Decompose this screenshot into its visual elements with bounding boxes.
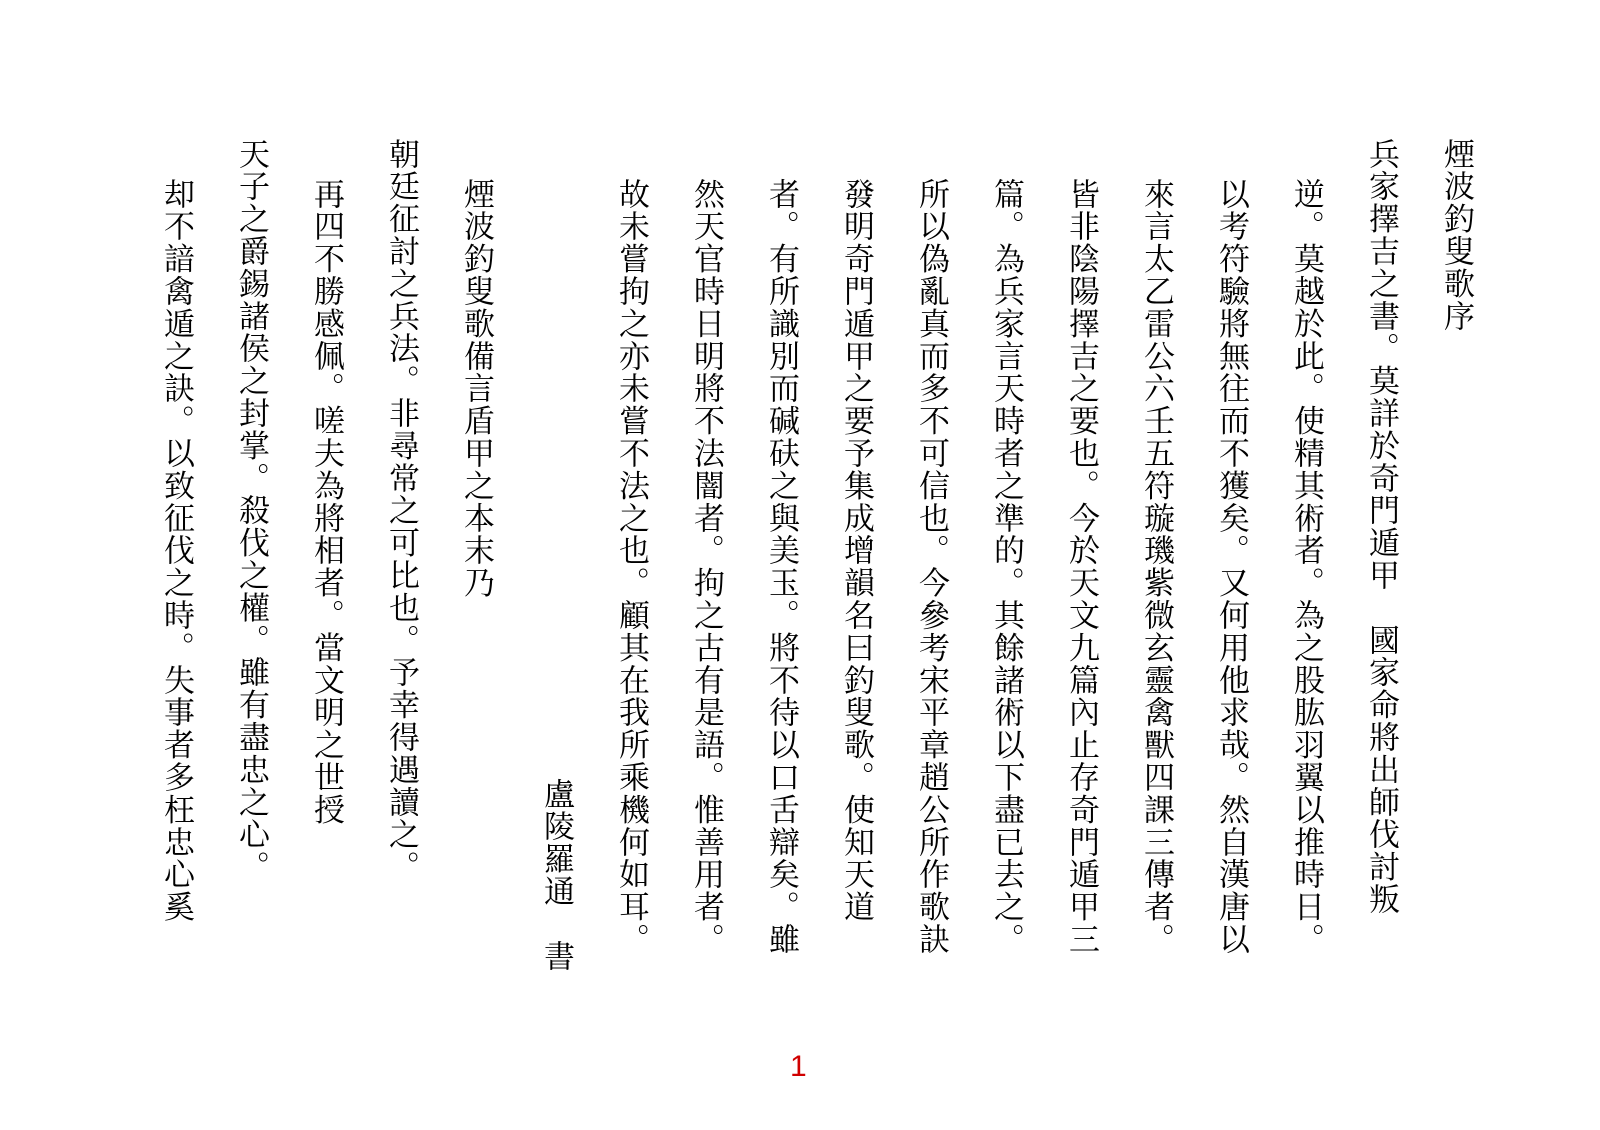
preface-line-4: 來言太乙雷公六壬五符璇璣紫微玄靈禽獸四課三傳者。 [1138, 178, 1174, 956]
preface-line-3: 以考符驗將無往而不獲矣。又何用他求哉。然自漢唐以 [1213, 178, 1249, 956]
second-line-2: 朝廷征討之兵法。非尋常之可比也。予幸得遇讀之。 [383, 138, 419, 884]
preface-line-10: 然天官時日明將不法闇者。拘之古有是語。惟善用者。 [688, 178, 724, 956]
preface-line-9: 者。有所識別而碱砆之與美玉。將不待以口舌辯矣。雖 [763, 178, 799, 956]
signature: 盧陵羅通 書 [538, 778, 574, 973]
preface-line-7: 所以偽亂真而多不可信也。今參考宋平章趙公所作歌訣 [913, 178, 949, 956]
preface-line-6: 篇。為兵家言天時者之準的。其餘諸術以下盡已去之。 [988, 178, 1024, 956]
second-line-3: 再四不勝感佩。嗟夫為將相者。當文明之世授 [308, 178, 344, 826]
page-title: 煙波釣叟歌序 [1438, 138, 1474, 333]
preface-line-8: 發明奇門遁甲之要予集成增韻名曰釣叟歌。使知天道 [838, 178, 874, 924]
preface-line-2: 逆。莫越於此。使精其術者。為之股肱羽翼以推時日。 [1288, 178, 1324, 956]
preface-line-11: 故未嘗拘之亦未嘗不法之也。顧其在我所乘機何如耳。 [613, 178, 649, 956]
page-number: 1 [790, 1050, 807, 1083]
second-line-5: 却不諳禽遁之訣。以致征伐之時。失事者多枉忠心奚 [158, 178, 194, 924]
preface-line-1: 兵家擇吉之書。莫詳於奇門遁甲 國家命將出師伐討叛 [1363, 138, 1399, 916]
second-line-4: 天子之爵錫諸侯之封掌。殺伐之權。雖有盡忠之心。 [233, 138, 269, 884]
second-line-1: 煙波釣叟歌備言盾甲之本末乃 [458, 178, 494, 600]
preface-line-5: 皆非陰陽擇吉之要也。今於天文九篇內止存奇門遁甲三 [1063, 178, 1099, 956]
